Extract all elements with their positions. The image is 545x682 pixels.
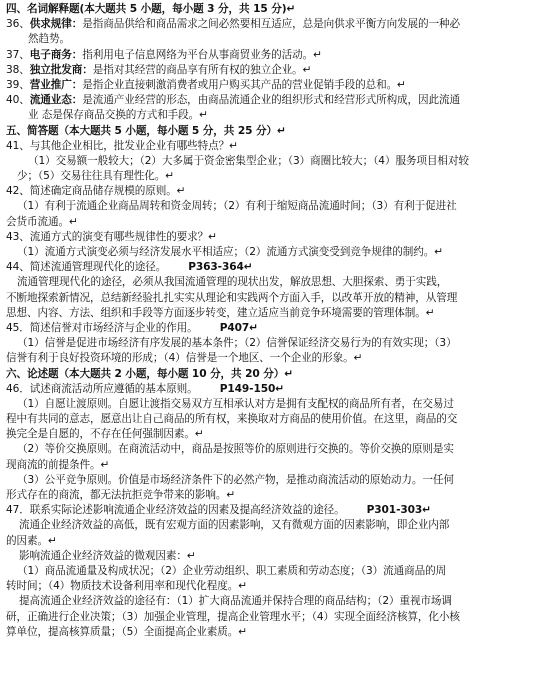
section-heading	[6, 124, 540, 139]
item-number: 39、	[6, 78, 30, 91]
text-line	[6, 518, 540, 533]
term: 营业推广：	[29, 78, 83, 91]
term: 独立批发商：	[29, 63, 93, 76]
text-line	[6, 610, 540, 625]
line-text: 信誉有利于良好投资环境的形成；（4）信誉是一个地区、一个企业的形象。↵	[6, 352, 363, 365]
text-line	[6, 473, 540, 488]
text-line	[6, 169, 540, 184]
line-text: 45．简述信誉对市场经济与企业的作用。	[6, 321, 198, 334]
line-text: 四、名词解释题(本大题共 5 小题，每小题 3 分，共 15 分)↵	[6, 3, 296, 15]
line-text: （1）交易额一般较大；（2）大多属于资金密集型企业；（3）商圈比较大；（4）服务项目相对较	[28, 154, 469, 167]
text-line	[6, 154, 540, 169]
item-number: 36、	[6, 18, 30, 31]
text-line	[6, 215, 540, 230]
text-line	[6, 321, 540, 336]
text-line	[6, 564, 540, 579]
text-line	[6, 397, 540, 412]
item-number: 40、	[6, 94, 30, 107]
line-text: 研，正确进行企业决策；（3）加强企业管理，提高企业管理水平；（4）实现全面经济核算，化小核	[6, 610, 460, 623]
section-heading	[6, 367, 540, 382]
text-line	[6, 93, 540, 108]
line-text: （3）公平竞争原则。价值是市场经济条件下的必然产物，是推动商流活动的原始动力。一任何	[17, 473, 454, 486]
line-text: 流通管理现代化的途径，必须从我国流通管理的现状出发，解放思想、大胆探索、勇于实践，	[17, 276, 448, 289]
line-text: 程中有共同的意志，愿意出让自己商品的所有权，来换取对方商品的使用价值。在这里，商品的交	[6, 413, 458, 426]
text-line	[6, 534, 540, 549]
line-text: 思想、内容、方法、组织和手段等方面逐步转变，建立适应当前竞争环境需要的管理体制。↵	[6, 306, 435, 319]
text-line	[6, 336, 540, 351]
line-text: （1）自愿让渡原则。自愿让渡指交易双方互相承认对方是拥有支配权的商品所有者，在交易过	[17, 397, 454, 410]
text-line	[6, 442, 540, 457]
line-text: （1）有利于流通企业商品周转和资金周转；（2）有利于缩短商品流通时间；（3）有利于促进社	[17, 200, 457, 213]
line-text: 然趋势。	[28, 33, 70, 46]
text-line	[6, 78, 540, 93]
text-line	[6, 63, 540, 78]
line-text: 46．试述商流活动所应遵循的基本原则。	[6, 382, 198, 395]
text-line	[6, 48, 540, 63]
page-reference: P149-150↵	[219, 382, 285, 395]
line-text: 42、简述确定商品储存规模的原则。↵	[6, 185, 186, 198]
text-line	[6, 260, 540, 275]
line-text: 算单位，提高核算质量；（5）全面提高企业素质。↵	[6, 625, 247, 638]
text-line	[6, 412, 540, 427]
line-text: 五、简答题（本大题共 5 小题，每小题 5 分，共 25 分）↵	[6, 124, 286, 137]
text-line	[6, 245, 540, 260]
line-text: 换完全是自愿的，不存在任何强制因素。↵	[6, 428, 204, 441]
item-number: 38、	[6, 63, 30, 76]
text-line	[6, 625, 540, 640]
text-line	[6, 427, 540, 442]
line-text: 会货币流通。↵	[6, 215, 78, 228]
line-text: 的因素。↵	[6, 534, 57, 547]
line-text: 流通企业经济效益的高低，既有宏观方面的因素影响，又有微观方面的因素影响，即企业内部	[19, 519, 450, 532]
line-text: 41、与其他企业相比，批发业企业有哪些特点？↵	[6, 139, 238, 152]
line-text: 影响流通企业经济效益的微观因素：↵	[19, 549, 196, 562]
line-text: 是指企业直接刺激消费者或用户购买其产品的营业促销手段的总和。↵	[82, 78, 406, 91]
text-line	[6, 199, 540, 214]
text-line	[6, 291, 540, 306]
line-text: （1）商品流通量及构成状况；（2）企业劳动组织、职工素质和劳动态度；（3）流通商品的周	[17, 564, 447, 577]
line-text: 六、论述题（本大题共 2 小题，每小题 10 分，共 20 分）↵	[6, 367, 294, 380]
item-number: 37、	[6, 48, 30, 61]
line-text: 是指商品供给和商品需求之间必然要相互适应，总是向供求平衡方向发展的一种必	[82, 18, 461, 31]
text-line	[6, 17, 540, 32]
line-text: 形式存在的商流，都无法抗拒竞争带来的影响。↵	[6, 489, 236, 501]
line-text: 47．联系实际论述影响流通企业经济效益的因素及提高经济效益的途径。	[6, 504, 345, 517]
text-line	[6, 579, 540, 594]
line-text: 转时间；（4）物质技术设备利用率和现代化程度。↵	[6, 580, 247, 593]
text-line	[6, 594, 540, 609]
text-line	[6, 503, 540, 518]
line-text: 是流通产业经营的形态，由商品流通企业的组织形式和经营形式所构成，因此流通	[82, 94, 461, 107]
term: 流通业态：	[29, 94, 83, 107]
term: 供求规律：	[29, 18, 83, 31]
line-text: （1）信誉是促进市场经济有序发展的基本条件；（2）信誉保证经济交易行为的有效实现；（3）	[17, 337, 457, 350]
page-reference: P301-303↵	[366, 504, 431, 517]
text-line	[6, 275, 540, 290]
page-reference: P407↵	[219, 321, 258, 334]
text-line	[6, 306, 540, 321]
line-text: 现商流的前提条件。↵	[6, 458, 110, 471]
text-line	[6, 458, 540, 473]
text-line	[6, 108, 540, 123]
text-line	[6, 230, 540, 245]
line-text: 是指对其经营的商品享有所有权的独立企业。↵	[92, 63, 312, 76]
section-heading	[6, 2, 540, 17]
line-text: 44、简述流通管理现代化的途径。	[6, 261, 167, 274]
text-line	[6, 549, 540, 564]
text-line	[6, 351, 540, 366]
text-line	[6, 184, 540, 199]
term: 电子商务：	[29, 48, 83, 61]
line-text: 指利用电子信息网络为平台从事商贸业务的活动。↵	[82, 48, 322, 61]
line-text: 少；（5）交易往往具有理性化。↵	[17, 170, 175, 183]
line-text: （1）流通方式演变必须与经济发展水平相适应；（2）流通方式演变受到竞争规律的制约。↵	[17, 246, 444, 258]
exam-answer-document	[6, 2, 540, 640]
text-line	[6, 139, 540, 154]
line-text: 业 态是保存商品交换的方式和手段。↵	[28, 109, 208, 122]
page-reference: P363-364↵	[188, 261, 253, 274]
line-text: 提高流通企业经济效益的途径有：（1）扩大商品流通并保持合理的商品结构；（2）重视市场调	[19, 595, 452, 608]
text-line	[6, 382, 540, 397]
text-line	[6, 32, 540, 47]
line-text: （2）等价交换原则。在商流活动中，商品是按照等价的原则进行交换的。等价交换的原则是实	[17, 443, 454, 456]
line-text: 不断地探索新情况，总结新经验扎扎实实从理论和实践两个方面入手，以改革开放的精神，从管理	[6, 291, 458, 304]
line-text: 43、流通方式的演变有哪些规律性的要求？↵	[6, 230, 217, 243]
text-line	[6, 488, 540, 503]
